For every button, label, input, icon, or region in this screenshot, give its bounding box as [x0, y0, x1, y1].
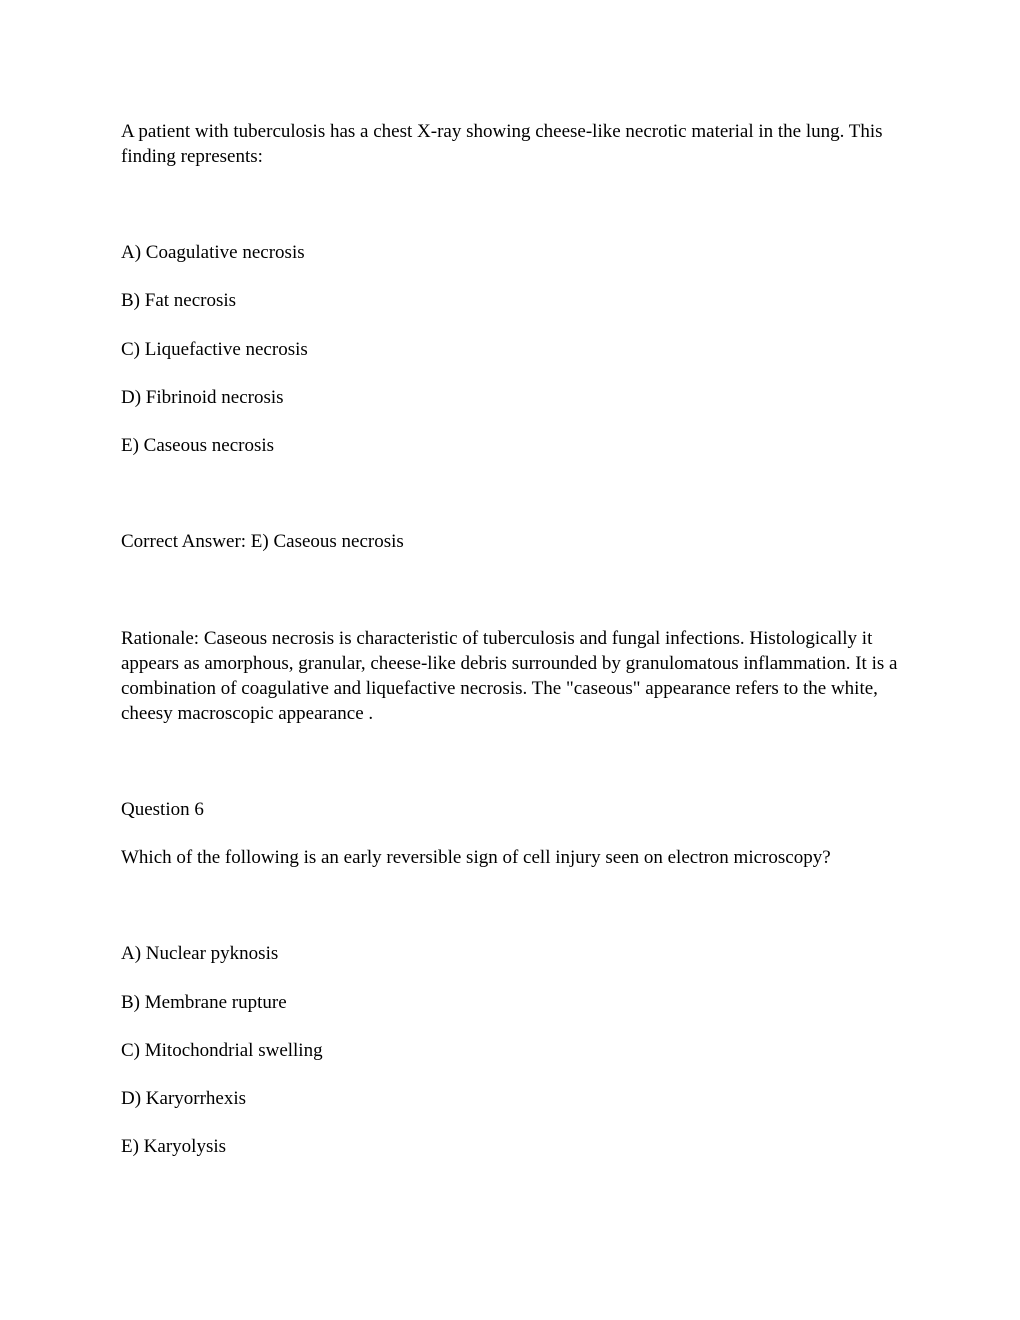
question-6-heading: Question 6 — [121, 799, 204, 820]
question-6-option-d: D) Karyorrhexis — [121, 1088, 247, 1109]
question-5-stem: A patient with tuberculosis has a chest X-ray showing cheese-like necrotic material in the lung. This finding represents: — [121, 121, 883, 167]
question-6-option-a: A) Nuclear pyknosis — [121, 943, 279, 964]
question-6-option-b: B) Membrane rupture — [121, 992, 287, 1013]
question-6-option-c: C) Mitochondrial swelling — [121, 1040, 323, 1061]
question-5-option-e: E) Caseous necrosis — [121, 435, 275, 456]
question-5-rationale: Rationale: Caseous necrosis is characteristic of tuberculosis and fungal infections. Histologically it appears as amorphous, granular, cheese-like debris surrounded by granulomatous inflammation. It is a combination of coagulative and liquefactive necrosis. The "caseous" appearance refers to the white, cheesy macroscopic appearance . — [121, 628, 898, 724]
question-6-stem: Which of the following is an early reversible sign of cell injury seen on electron microscopy? — [121, 847, 831, 868]
question-5-option-d: D) Fibrinoid necrosis — [121, 387, 284, 408]
question-6-option-e: E) Karyolysis — [121, 1136, 227, 1157]
question-5-correct-answer: Correct Answer: E) Caseous necrosis — [121, 531, 404, 552]
question-5-option-a: A) Coagulative necrosis — [121, 242, 305, 263]
question-5-option-c: C) Liquefactive necrosis — [121, 339, 308, 360]
question-5-option-b: B) Fat necrosis — [121, 290, 237, 311]
